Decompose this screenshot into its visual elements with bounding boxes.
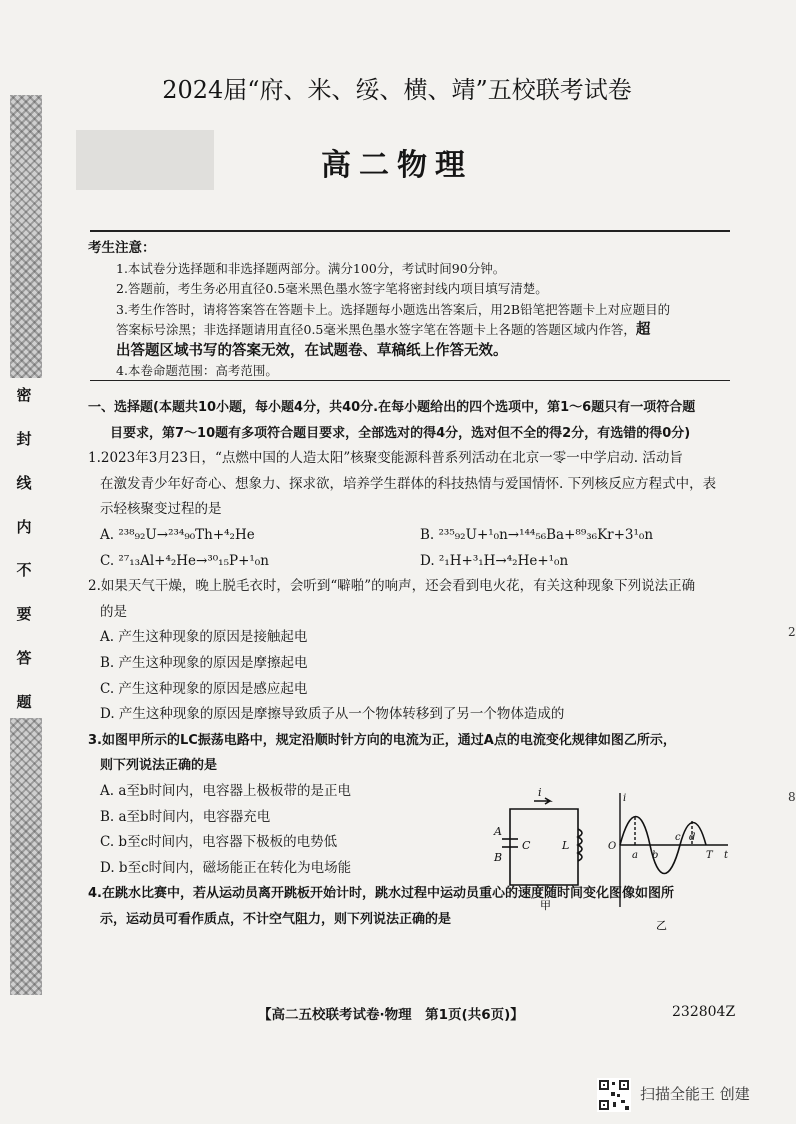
- option-c: C. b至c时间内，电容器下极板的电势低: [100, 834, 338, 851]
- seal-char: 答: [16, 649, 32, 668]
- label-b-point: B: [494, 851, 503, 864]
- question-1-stem: 示轻核聚变过程的是: [100, 501, 222, 518]
- current-arrow: [534, 798, 550, 804]
- lc-circuit-figure: [492, 787, 732, 930]
- notice-bottom-rule: [90, 380, 730, 381]
- option-c: C. 产生这种现象的原因是感应起电: [100, 680, 308, 697]
- label-i: i: [538, 786, 542, 799]
- seal-char: 内: [16, 517, 32, 536]
- question-2-stem: 的是: [100, 603, 127, 620]
- question-1-stem: 1.2023年3月23日，“点燃中国的人造太阳”核聚变能源科普系列活动在北京一零一中学启动. 活动旨: [88, 450, 683, 467]
- paper-code: 232804Z: [672, 1004, 736, 1020]
- section-heading: 一、选择题(本题共10小题，每小题4分，共40分.在每小题给出的四个选项中，第1～6题只有一项符合题: [88, 400, 696, 415]
- option-a: A. ²³⁸₉₂U→²³⁴₉₀Th+⁴₂He: [100, 526, 255, 543]
- option-a: A. 产生这种现象的原因是接触起电: [100, 629, 308, 646]
- seal-char: 不: [16, 561, 32, 580]
- graph-label-period: T: [706, 850, 713, 861]
- notice-item: 4.本卷命题范围：高考范围。: [116, 363, 278, 378]
- option-b: B. a至b时间内，电容器充电: [100, 808, 271, 825]
- label-a-point: A: [494, 825, 502, 838]
- option-a: A. a至b时间内，电容器上极板带的是正电: [100, 782, 352, 799]
- section-heading: 目要求，第7～10题有多项符合题目要求，全部选对的得4分，选对但不全的得2分，有选错的得0分): [110, 425, 691, 441]
- lc-circuit-diagram: [502, 798, 582, 885]
- exam-title: 2024届“府、米、绥、横、靖”五校联考试卷: [162, 76, 632, 104]
- question-3-stem: 3.如图甲所示的LC振荡电路中，规定沿顺时针方向的电流为正，通过A点的电流变化规律如图乙所示，: [88, 732, 676, 748]
- option-d: D. ²₁H+³₁H→⁴₂He+¹₀n: [420, 552, 569, 569]
- seal-char: 要: [16, 605, 32, 624]
- label-capacitor: C: [522, 839, 531, 852]
- option-c: C. ²⁷₁₃Al+⁴₂He→³⁰₁₅P+¹₀n: [100, 552, 269, 569]
- question-2-stem: 2.如果天气干燥，晚上脱毛衣时，会听到“噼啪”的响声，还会看到电火花，有关这种现象下列说法正确: [88, 578, 696, 595]
- notice-item-continued-bold: 出答题区域书写的答案无效，在试题卷、草稿纸上作答无效。: [116, 342, 508, 359]
- label-inductor: L: [562, 839, 570, 852]
- page-footer: 【高二五校联考试卷·物理 第1页(共6页)】: [258, 1007, 524, 1023]
- question-4-stem: 4.在跳水比赛中，若从运动员离开跳板开始计时，跳水过程中运动员重心的速度随时间变化图像如图所: [88, 886, 674, 902]
- margin-mark: 8: [788, 790, 796, 804]
- option-d: D. b至c时间内，磁场能正在转化为电场能: [100, 859, 352, 876]
- graph-label-c: c: [675, 832, 681, 843]
- option-d: D. 产生这种现象的原因是摩擦导致质子从一个物体转移到了另一个物体造成的: [100, 706, 565, 723]
- margin-mark: 2: [788, 625, 796, 639]
- notice-top-rule: [90, 230, 730, 232]
- notice-box: [88, 238, 738, 382]
- subject-title: 高二物理: [321, 148, 473, 183]
- question-1-options-row: [88, 549, 740, 575]
- graph-label-d: d: [689, 832, 696, 843]
- notice-item: 3.考生作答时，请将答案答在答题卡上。选择题每小题选出答案后，用2B铅笔把答题卡上对应题目的: [116, 301, 671, 317]
- qr-code-icon: [597, 1078, 631, 1112]
- notice-title: 考生注意：: [88, 240, 156, 256]
- notice-item: 2.答题前，考生务必用直径0.5毫米黑色墨水签字笔将密封线内项目填写清楚。: [116, 281, 548, 296]
- question-1-stem: 在激发青少年好奇心、想象力、探求欲，培养学生群体的科技热情与爱国情怀. 下列核反应方程式中，表: [100, 475, 717, 492]
- figure-label-yi: 乙: [656, 919, 667, 932]
- seal-char: 密: [16, 386, 32, 404]
- seal-char: 封: [16, 429, 32, 448]
- graph-label-b: b: [652, 850, 659, 861]
- figure-label-jia: 甲: [540, 899, 551, 912]
- option-b: B. 产生这种现象的原因是摩擦起电: [100, 654, 308, 671]
- question-4-stem: 示，运动员可看作质点，不计空气阻力，则下列说法正确的是: [100, 911, 452, 927]
- graph-label-i: i: [623, 793, 627, 804]
- notice-item-continued: 答案标号涂黑；非选择题请用直径0.5毫米黑色墨水签字笔在答题卡上各题的答题区域内作答，超: [116, 322, 651, 338]
- question-3-stem: 则下列说法正确的是: [100, 758, 218, 774]
- question-1-options-row: [88, 523, 740, 549]
- seal-char: 线: [16, 473, 32, 492]
- scanner-watermark: 扫描全能王 创建: [640, 1085, 750, 1103]
- graph-label-t: t: [724, 850, 729, 861]
- graph-label-origin: O: [608, 841, 617, 852]
- notice-item: 1.本试卷分选择题和非选择题两部分。满分100分，考试时间90分钟。: [116, 260, 506, 276]
- option-b: B. ²³⁵₉₂U+¹₀n→¹⁴⁴₅₆Ba+⁸⁹₃₆Kr+3¹₀n: [420, 526, 654, 543]
- graph-label-a: a: [632, 850, 638, 861]
- seal-line-warning: [4, 378, 44, 718]
- seal-char: 题: [16, 692, 32, 711]
